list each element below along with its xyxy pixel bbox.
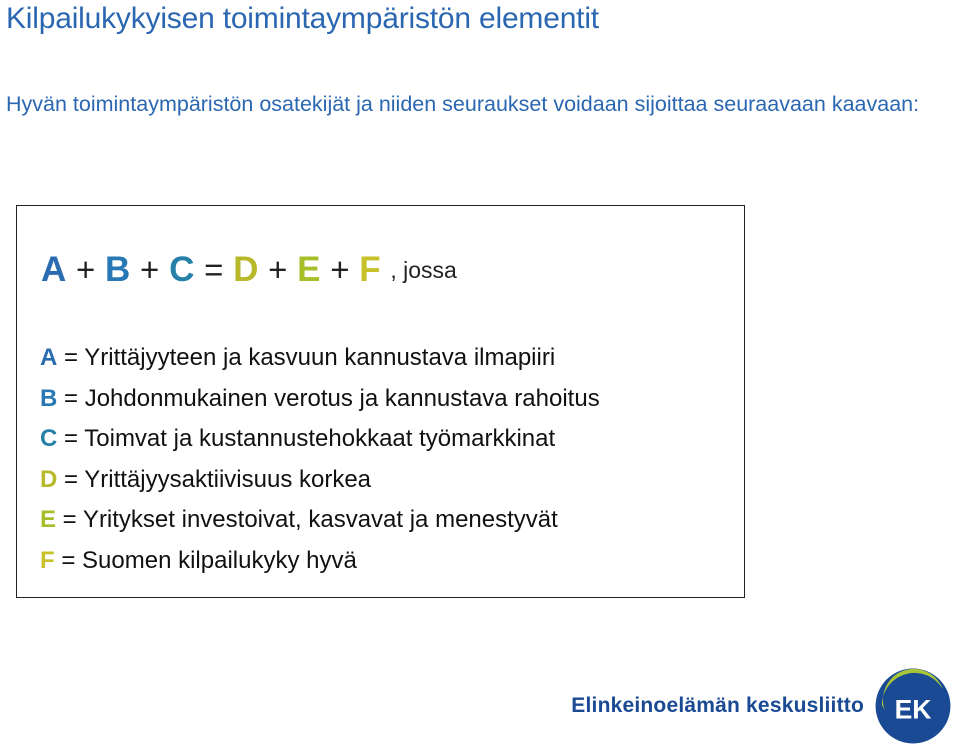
logo-mark-text: EK	[894, 694, 932, 725]
definition-letter: D	[40, 465, 58, 493]
definition-f	[40, 541, 600, 582]
formula-letter-c: C	[169, 250, 195, 289]
definition-text: = Yrittäjyyteen ja kasvuun kannustava ilmapiiri	[57, 344, 556, 371]
definition-c	[40, 419, 600, 460]
definition-letter: A	[40, 344, 58, 371]
definition-a	[40, 338, 600, 379]
formula-plus: +	[268, 251, 288, 288]
formula-plus: +	[76, 251, 96, 288]
definition-text: = Johdonmukainen verotus ja kannustava rahoitus	[57, 384, 600, 412]
formula-box	[16, 205, 745, 598]
definition-text: = Toimvat ja kustannustehokkaat työmarkkinat	[57, 425, 556, 452]
formula-letter-f: F	[359, 250, 381, 289]
definition-text: = Yritykset investoivat, kasvavat ja menestyvät	[56, 506, 558, 533]
definition-d	[40, 460, 600, 501]
ek-logo-icon	[874, 667, 952, 745]
company-logo	[571, 667, 952, 745]
definition-e	[40, 500, 600, 541]
formula-letter-d: D	[233, 250, 259, 289]
formula	[41, 250, 457, 290]
definition-list	[40, 338, 600, 581]
definition-letter: B	[40, 384, 58, 412]
definition-letter: C	[40, 425, 58, 452]
intro-text: Hyvän toimintaympäristön osatekijät ja niiden seuraukset voidaan sijoittaa seuraavaan kaavaan:	[6, 92, 920, 116]
definition-text: = Suomen kilpailukyky hyvä	[54, 546, 357, 574]
formula-plus: +	[140, 251, 160, 288]
definition-text: = Yrittäjyysaktiivisuus korkea	[57, 465, 372, 493]
definition-letter: F	[40, 546, 55, 574]
formula-suffix: , jossa	[390, 257, 457, 283]
formula-letter-e: E	[297, 250, 321, 289]
page-title: Kilpailukykyisen toimintaympäristön elementit	[6, 2, 599, 35]
logo-text: Elinkeinoelämän keskusliitto	[571, 694, 864, 717]
definition-b	[40, 379, 600, 420]
definition-letter: E	[40, 506, 57, 533]
formula-letter-b: B	[105, 250, 131, 289]
formula-equals: =	[204, 251, 224, 288]
formula-letter-a: A	[41, 250, 67, 289]
formula-plus: +	[330, 251, 350, 288]
